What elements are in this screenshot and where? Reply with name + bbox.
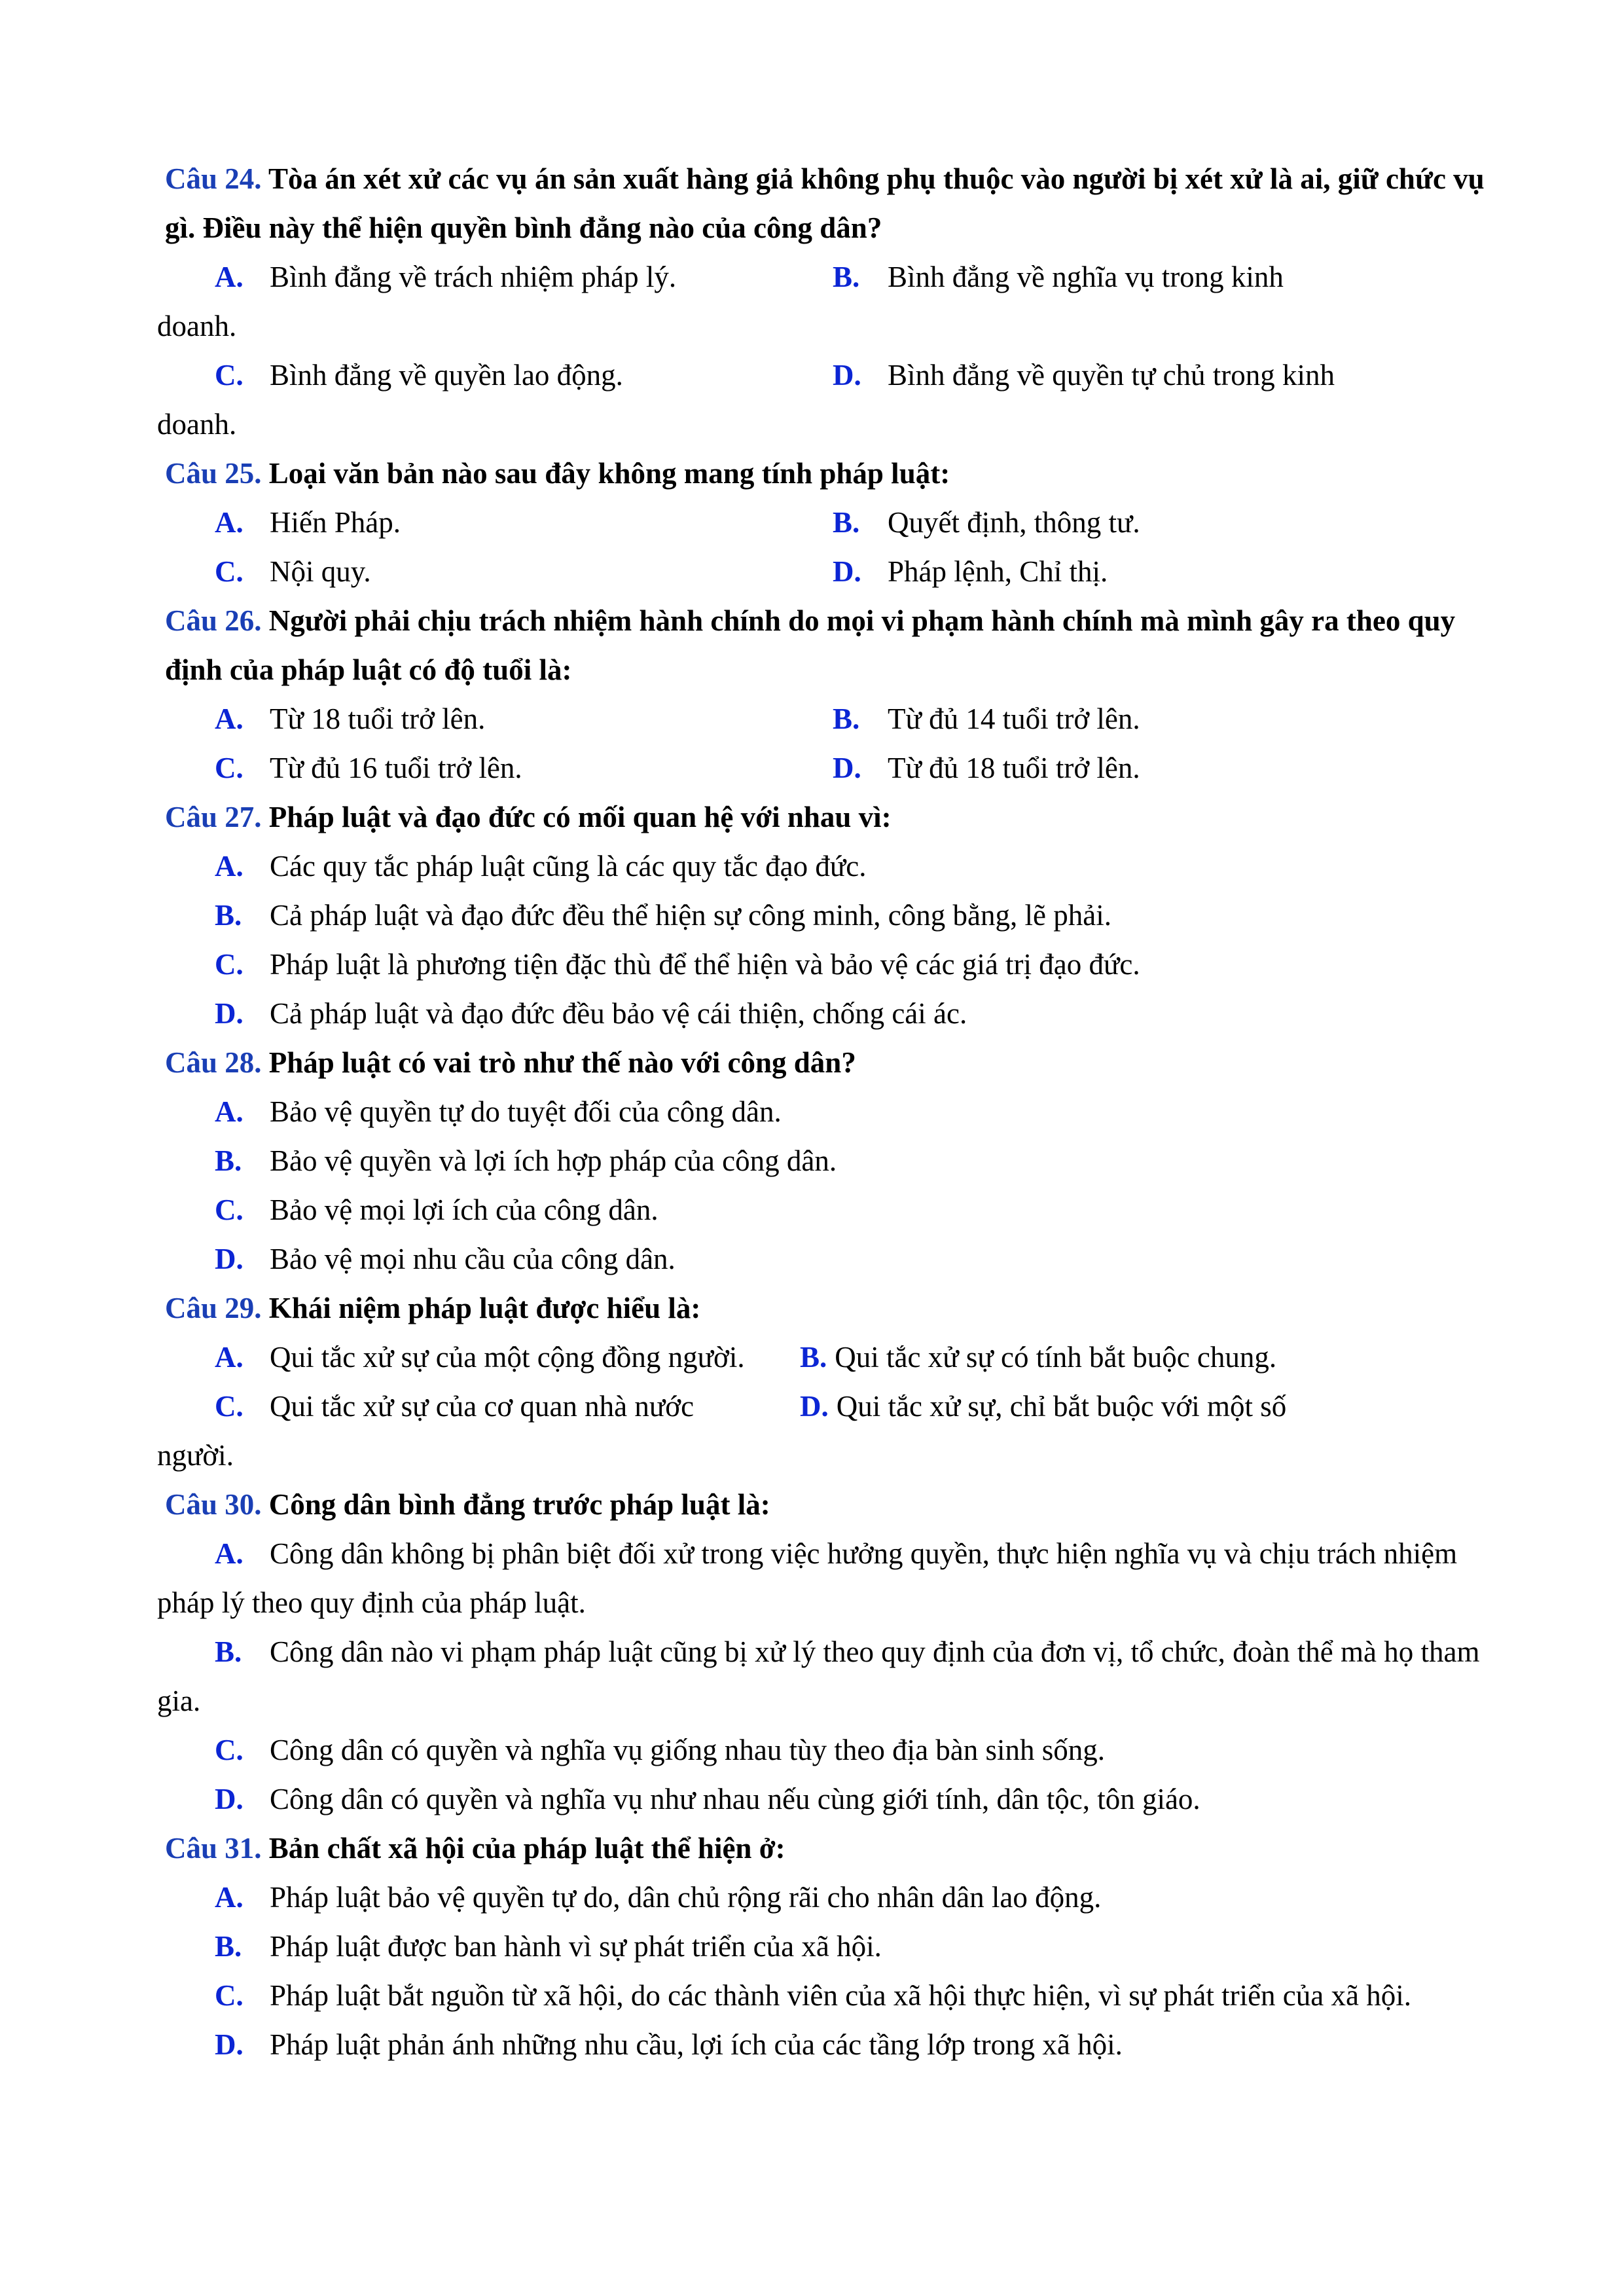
option-text: Cả pháp luật và đạo đức đều bảo vệ cái thiện, chống cái ác.: [270, 997, 967, 1030]
option-letter: B.: [215, 899, 242, 932]
option-text: Công dân có quyền và nghĩa vụ giống nhau tùy theo địa bàn sinh sống.: [270, 1734, 1106, 1766]
option-a[interactable]: [157, 695, 833, 744]
option-text: Bảo vệ mọi lợi ích của công dân.: [270, 1194, 659, 1226]
option-text: Bình đẳng về quyền tự chủ trong kinh: [888, 359, 1335, 392]
option-text: Qui tắc xử sự của một cộng đồng người.: [270, 1341, 745, 1374]
option-letter: B.: [215, 1635, 242, 1668]
option-letter: A.: [215, 1881, 244, 1914]
option-text: Từ 18 tuổi trở lên.: [270, 702, 486, 735]
option-row: [157, 253, 1486, 302]
option-text: Qui tắc xử sự có tính bắt buộc chung.: [835, 1341, 1277, 1374]
question-25: [157, 449, 1486, 596]
question-number: Câu 29.: [165, 1292, 262, 1324]
option-text: Từ đủ 18 tuổi trở lên.: [888, 752, 1140, 784]
question-text: Công dân bình đẳng trước pháp luật là:: [261, 1488, 770, 1521]
question-text: Pháp luật và đạo đức có mối quan hệ với nhau vì:: [261, 801, 892, 833]
option-letter: D.: [215, 997, 244, 1030]
option-c[interactable]: [157, 1382, 800, 1431]
question-number: Câu 31.: [165, 1832, 262, 1865]
option-letter: C.: [215, 1194, 244, 1226]
option-text: Pháp luật bảo vệ quyền tự do, dân chủ rộng rãi cho nhân dân lao động.: [270, 1881, 1102, 1914]
question-stem: [157, 449, 1486, 498]
question-text: Pháp luật có vai trò như thế nào với công dân?: [261, 1046, 856, 1079]
option-d[interactable]: [833, 547, 1108, 596]
option-row: [157, 547, 1486, 596]
option-text: Bình đẳng về quyền lao động.: [270, 359, 623, 392]
option-b[interactable]: [833, 253, 1284, 302]
option-text: Từ đủ 16 tuổi trở lên.: [270, 752, 522, 784]
option-text: Bình đẳng về nghĩa vụ trong kinh: [888, 261, 1284, 293]
option-letter: D.: [215, 1243, 244, 1275]
option-a[interactable]: [157, 1873, 1486, 1922]
option-text: Pháp luật được ban hành vì sự phát triển của xã hội.: [270, 1930, 882, 1963]
option-d[interactable]: [157, 1235, 1486, 1284]
question-number: Câu 25.: [165, 457, 262, 490]
option-letter: D.: [833, 359, 861, 392]
question-number: Câu 30.: [165, 1488, 262, 1521]
option-text: Bảo vệ quyền và lợi ích hợp pháp của công dân.: [270, 1144, 837, 1177]
option-letter: B.: [800, 1341, 827, 1374]
option-letter: B.: [215, 1930, 242, 1963]
option-c[interactable]: [157, 1971, 1486, 2020]
question-30: [157, 1480, 1486, 1824]
option-d[interactable]: [157, 1775, 1486, 1824]
option-row: [157, 351, 1486, 400]
question-number: Câu 26.: [165, 604, 262, 637]
exam-page: [157, 155, 1486, 2069]
option-letter: D.: [800, 1390, 829, 1423]
question-text: Tòa án xét xử các vụ án sản xuất hàng giả không phụ thuộc vào người bị xét xử là ai, giữ chức vụ gì. Điều này thể hiện quyền bình đẳng nào của công dân?: [165, 162, 1485, 244]
option-a[interactable]: [157, 1333, 800, 1382]
option-text: Qui tắc xử sự, chỉ bắt buộc với một số: [836, 1390, 1287, 1423]
option-text: Nội quy.: [270, 555, 371, 588]
question-stem: [157, 596, 1486, 695]
option-letter: C.: [215, 359, 244, 392]
option-a[interactable]: [157, 842, 1486, 891]
option-d[interactable]: [800, 1382, 1286, 1431]
option-c[interactable]: [157, 1726, 1486, 1775]
option-c[interactable]: [157, 547, 833, 596]
option-text: Bảo vệ mọi nhu cầu của công dân.: [270, 1243, 676, 1275]
option-letter: B.: [833, 261, 860, 293]
question-31: [157, 1824, 1486, 2069]
option-b[interactable]: [157, 891, 1486, 940]
question-text: Bản chất xã hội của pháp luật thể hiện ở:: [261, 1832, 785, 1865]
option-text: Công dân nào vi phạm pháp luật cũng bị xử lý theo quy định của đơn vị, tổ chức, đoàn thể mà họ tham gia.: [157, 1635, 1480, 1717]
option-text: Hiến Pháp.: [270, 506, 401, 539]
option-b[interactable]: [157, 1922, 1486, 1971]
option-text: Bình đẳng về trách nhiệm pháp lý.: [270, 261, 677, 293]
option-b[interactable]: [800, 1333, 1276, 1382]
option-letter: A.: [215, 702, 244, 735]
option-letter: D.: [215, 1783, 244, 1815]
option-text: Công dân có quyền và nghĩa vụ như nhau nếu cùng giới tính, dân tộc, tôn giáo.: [270, 1783, 1200, 1815]
question-27: [157, 793, 1486, 1038]
question-number: Câu 28.: [165, 1046, 262, 1079]
option-letter: C.: [215, 752, 244, 784]
question-29: [157, 1284, 1486, 1480]
question-28: [157, 1038, 1486, 1284]
option-letter: A.: [215, 1537, 244, 1570]
question-number: Câu 24.: [165, 162, 262, 195]
option-b[interactable]: [833, 695, 1140, 744]
question-number: Câu 27.: [165, 801, 262, 833]
option-a[interactable]: [157, 498, 833, 547]
option-letter: B.: [833, 702, 860, 735]
option-letter: A.: [215, 261, 244, 293]
option-letter: A.: [215, 1095, 244, 1128]
option-letter: C.: [215, 1390, 244, 1423]
option-text: Qui tắc xử sự của cơ quan nhà nước: [270, 1390, 695, 1423]
option-text: Pháp luật là phương tiện đặc thù để thể hiện và bảo vệ các giá trị đạo đức.: [270, 948, 1140, 981]
option-c[interactable]: [157, 351, 833, 400]
question-text: Khái niệm pháp luật được hiểu là:: [261, 1292, 701, 1324]
option-letter: D.: [833, 752, 861, 784]
option-d[interactable]: [833, 351, 1335, 400]
option-text: Cả pháp luật và đạo đức đều thể hiện sự công minh, công bằng, lẽ phải.: [270, 899, 1111, 932]
option-text: Công dân không bị phân biệt đối xử trong việc hưởng quyền, thực hiện nghĩa vụ và chịu trách nhiệm pháp lý theo quy định của pháp luật.: [157, 1537, 1458, 1619]
question-stem: [157, 1480, 1486, 1529]
option-d[interactable]: [157, 989, 1486, 1038]
question-stem: [157, 793, 1486, 842]
option-row: [157, 695, 1486, 744]
question-text: Loại văn bản nào sau đây không mang tính pháp luật:: [261, 457, 950, 490]
option-b[interactable]: [157, 1137, 1486, 1186]
option-text: Các quy tắc pháp luật cũng là các quy tắc đạo đức.: [270, 850, 867, 883]
option-c[interactable]: [157, 1186, 1486, 1235]
question-stem: [157, 1038, 1486, 1087]
option-letter: A.: [215, 506, 244, 539]
option-letter: C.: [215, 555, 244, 588]
option-b[interactable]: [157, 1628, 1486, 1726]
option-text: Pháp luật bắt nguồn từ xã hội, do các thành viên của xã hội thực hiện, vì sự phát triển của xã hội.: [270, 1979, 1411, 2012]
option-d[interactable]: [157, 2020, 1486, 2069]
option-text: Từ đủ 14 tuổi trở lên.: [888, 702, 1140, 735]
option-row: [157, 1333, 1486, 1382]
option-c[interactable]: [157, 744, 833, 793]
option-row: [157, 1382, 1486, 1431]
option-letter: A.: [215, 1341, 244, 1374]
option-c[interactable]: [157, 940, 1486, 989]
option-letter: D.: [215, 2028, 244, 2061]
option-text: Pháp lệnh, Chỉ thị.: [888, 555, 1108, 588]
option-letter: B.: [215, 1144, 242, 1177]
option-text: Pháp luật phản ánh những nhu cầu, lợi ích của các tầng lớp trong xã hội.: [270, 2028, 1123, 2061]
option-row: [157, 744, 1486, 793]
question-26: [157, 596, 1486, 793]
question-stem: [157, 1284, 1486, 1333]
option-text: Quyết định, thông tư.: [888, 506, 1140, 539]
option-letter: C.: [215, 1734, 244, 1766]
option-letter: B.: [833, 506, 860, 539]
option-a[interactable]: [157, 253, 833, 302]
option-a[interactable]: [157, 1087, 1486, 1137]
option-row: [157, 498, 1486, 547]
option-continuation: người.: [157, 1439, 234, 1472]
option-letter: A.: [215, 850, 244, 883]
question-24: [157, 155, 1486, 449]
option-continuation: doanh.: [157, 408, 237, 441]
option-letter: C.: [215, 948, 244, 981]
option-b[interactable]: [833, 498, 1140, 547]
option-text: Bảo vệ quyền tự do tuyệt đối của công dân.: [270, 1095, 782, 1128]
question-stem: [157, 1824, 1486, 1873]
question-text: Người phải chịu trách nhiệm hành chính do mọi vi phạm hành chính mà mình gây ra theo quy định của pháp luật có độ tuổi là:: [165, 604, 1456, 686]
question-stem: [157, 155, 1486, 253]
option-letter: C.: [215, 1979, 244, 2012]
option-a[interactable]: [157, 1529, 1486, 1628]
option-d[interactable]: [833, 744, 1140, 793]
option-continuation: doanh.: [157, 310, 237, 342]
option-letter: D.: [833, 555, 861, 588]
